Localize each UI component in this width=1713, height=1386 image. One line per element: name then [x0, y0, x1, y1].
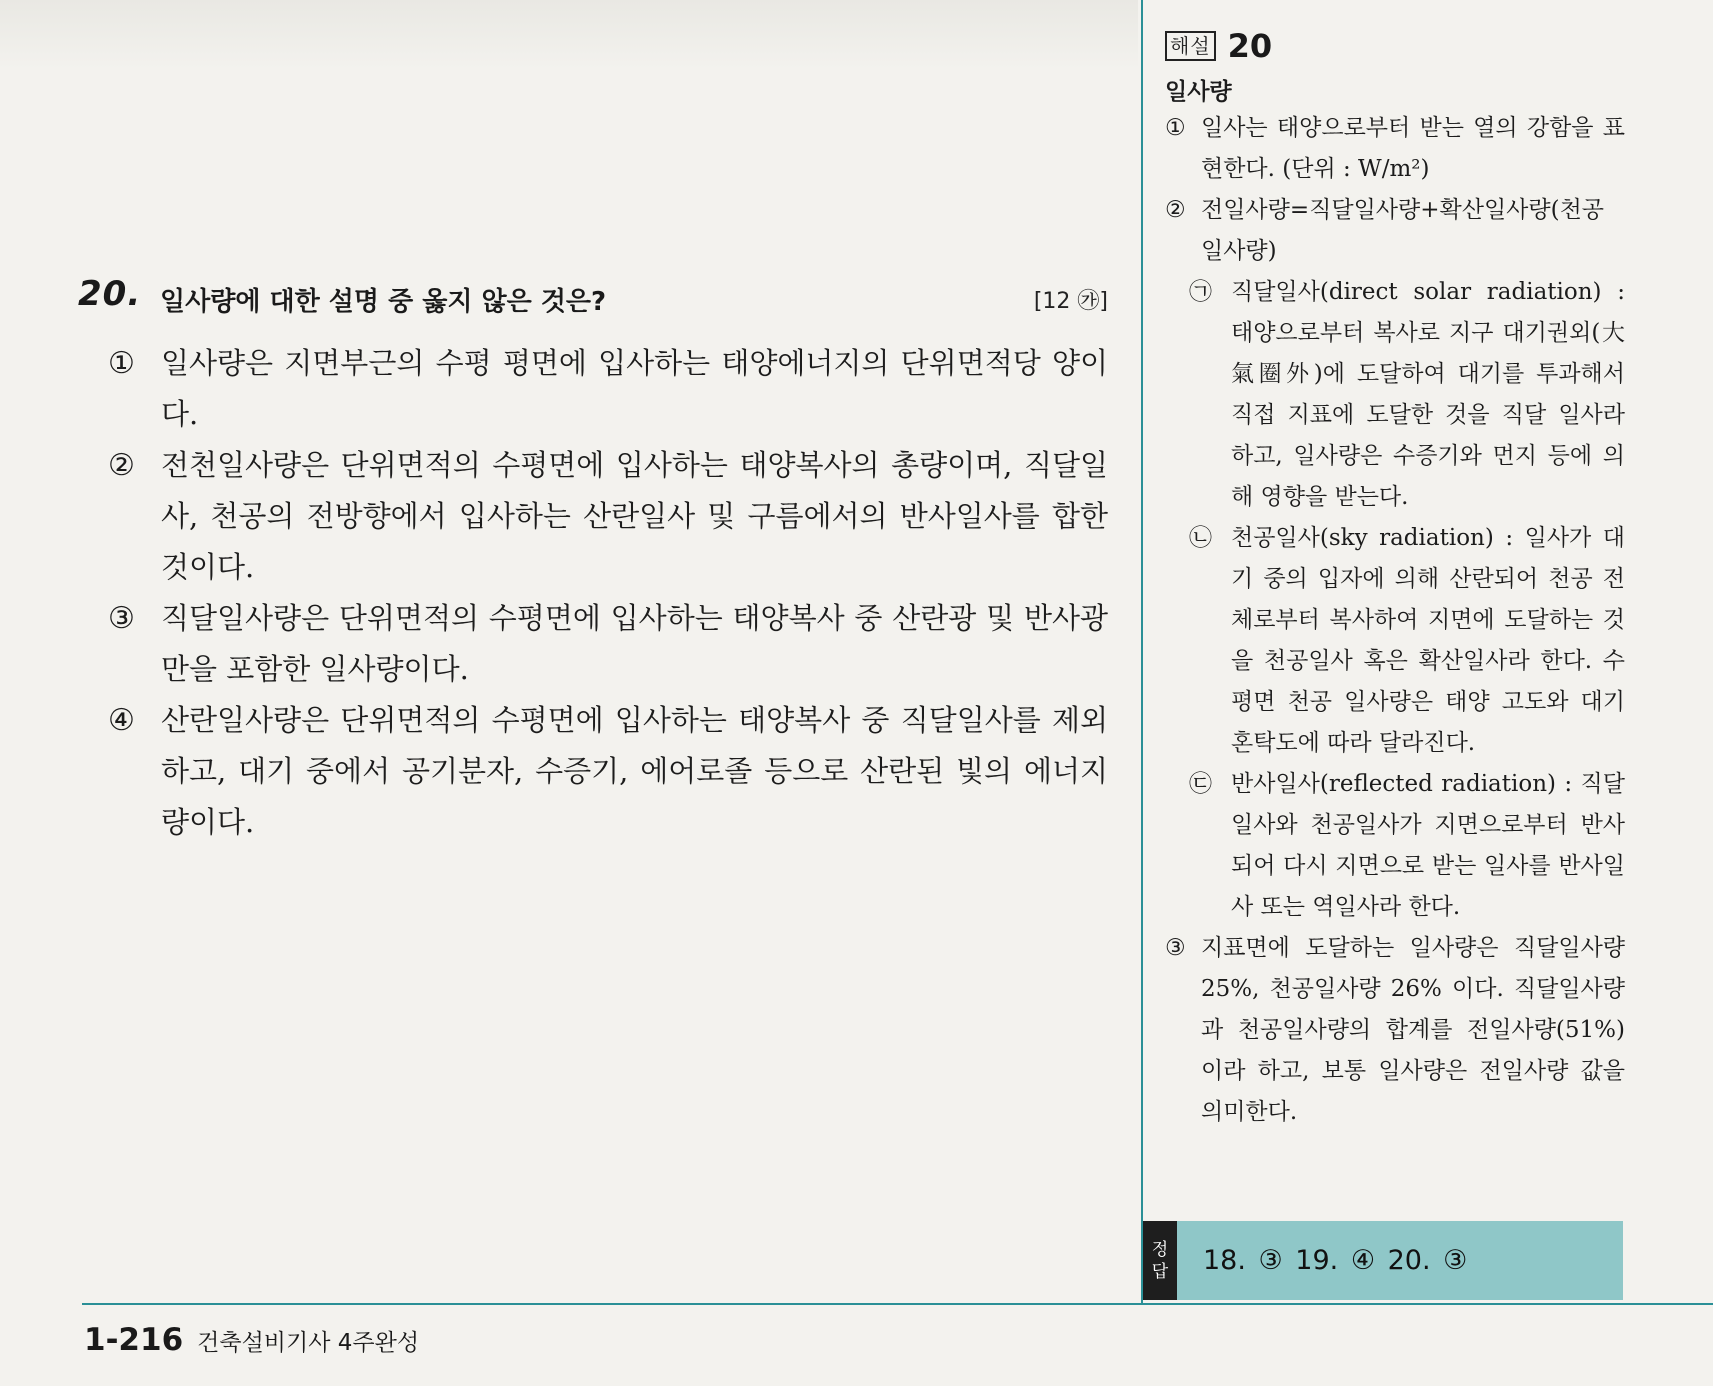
option-text: 산란일사량은 단위면적의 수평면에 입사하는 태양복사 중 직달일사를 제외하고, 대기 중에서 공기분자, 수증기, 에어로졸 등으로 산란된 빛의 에너지량이다.: [161, 703, 1108, 839]
item-marker: ②: [1165, 197, 1186, 223]
option-text: 직달일사량은 단위면적의 수평면에 입사하는 태양복사 중 산란광 및 반사광만을 포함한 일사량이다.: [161, 601, 1108, 686]
question-block: [78, 274, 1108, 848]
option-marker: ③: [108, 601, 135, 636]
question-source: [12 ㉮]: [1033, 289, 1108, 314]
explanation-item-1: [1165, 108, 1625, 190]
option-4: [108, 695, 1108, 848]
answer-tag: [1143, 1221, 1177, 1300]
answer-list: 18. ③ 19. ④ 20. ③: [1203, 1245, 1468, 1276]
subitem-text: 반사일사(reflected radiation) : 직달일사와 천공일사가 지면으로부터 반사되어 다시 지면으로 받는 일사를 반사일사 또는 역일사라 한다.: [1231, 771, 1625, 920]
answer-bar: [1143, 1221, 1623, 1300]
subitem-marker: ㉡: [1189, 525, 1212, 551]
option-marker: ④: [108, 703, 135, 738]
page-footer: [84, 1322, 419, 1358]
question-number: 20.: [78, 274, 142, 314]
option-text: 일사량은 지면부근의 수평 평면에 입사하는 태양에너지의 단위면적당 양이다.: [161, 346, 1108, 431]
explanation-item-3: [1165, 928, 1625, 1133]
subitem-marker: ㉢: [1189, 771, 1212, 797]
explanation-subitem-2: [1165, 518, 1625, 764]
item-marker: ③: [1165, 935, 1186, 961]
subitem-text: 천공일사(sky radiation) : 일사가 대기 중의 입자에 의해 산란되어 천공 전체로부터 복사하여 지면에 도달하는 것을 천공일사 혹은 확산일사라 한다. 수평면 천공 일사량은 태양 고도와 대기 혼탁도에 따라 달라진다.: [1231, 525, 1625, 756]
option-3: [108, 593, 1108, 695]
option-1: [108, 338, 1108, 440]
footer-rule: [82, 1303, 1713, 1305]
option-marker: ①: [108, 346, 135, 381]
explanation-subitem-1: [1165, 272, 1625, 518]
option-list: [78, 338, 1108, 848]
answer-tag-top: 정: [1151, 1239, 1169, 1260]
option-2: [108, 440, 1108, 593]
subitem-text: 직달일사(direct solar radiation) : 태양으로부터 복사로 지구 대기권외(大氣圈外)에 도달하여 대기를 투과해서 직접 지표에 도달한 것을 직달 일사라 하고, 일사량은 수증기와 먼지 등에 의해 영향을 받는다.: [1231, 279, 1625, 510]
book-title: 건축설비기사 4주완성: [197, 1330, 420, 1356]
item-text: 일사는 태양으로부터 받는 열의 강함을 표현한다. (단위 : W/m²): [1201, 115, 1625, 182]
answer-tag-bottom: 답: [1151, 1261, 1169, 1282]
subitem-marker: ㉠: [1189, 279, 1212, 305]
explanation-title: 일사량: [1165, 79, 1232, 105]
question-text: 일사량에 대한 설명 중 옳지 않은 것은?: [160, 287, 607, 317]
explanation-block: [1165, 24, 1625, 1133]
column-divider: [1141, 0, 1143, 1303]
option-marker: ②: [108, 448, 135, 483]
page-number: 1-216: [84, 1322, 184, 1358]
item-text: 지표면에 도달하는 일사량은 직달일사량 25%, 천공일사량 26% 이다. 직달일사량과 천공일사량의 합계를 전일사량(51%)이라 하고, 보통 일사량은 전일사량 값을 의미한다.: [1201, 935, 1625, 1125]
page-bleed-through: [0, 0, 1138, 70]
explanation-header: [1165, 24, 1625, 68]
question-header: [78, 274, 1108, 324]
item-text: 전일사량=직달일사량+확산일사량(천공일사량): [1201, 197, 1605, 264]
explanation-item-2: [1165, 190, 1625, 272]
explanation-label: 해설: [1165, 31, 1216, 61]
explanation-number: 20: [1227, 27, 1273, 65]
explanation-subitem-3: [1165, 764, 1625, 928]
option-text: 전천일사량은 단위면적의 수평면에 입사하는 태양복사의 총량이며, 직달일사, 천공의 전방향에서 입사하는 산란일사 및 구름에서의 반사일사를 합한 것이다.: [161, 448, 1108, 584]
item-marker: ①: [1165, 115, 1186, 141]
